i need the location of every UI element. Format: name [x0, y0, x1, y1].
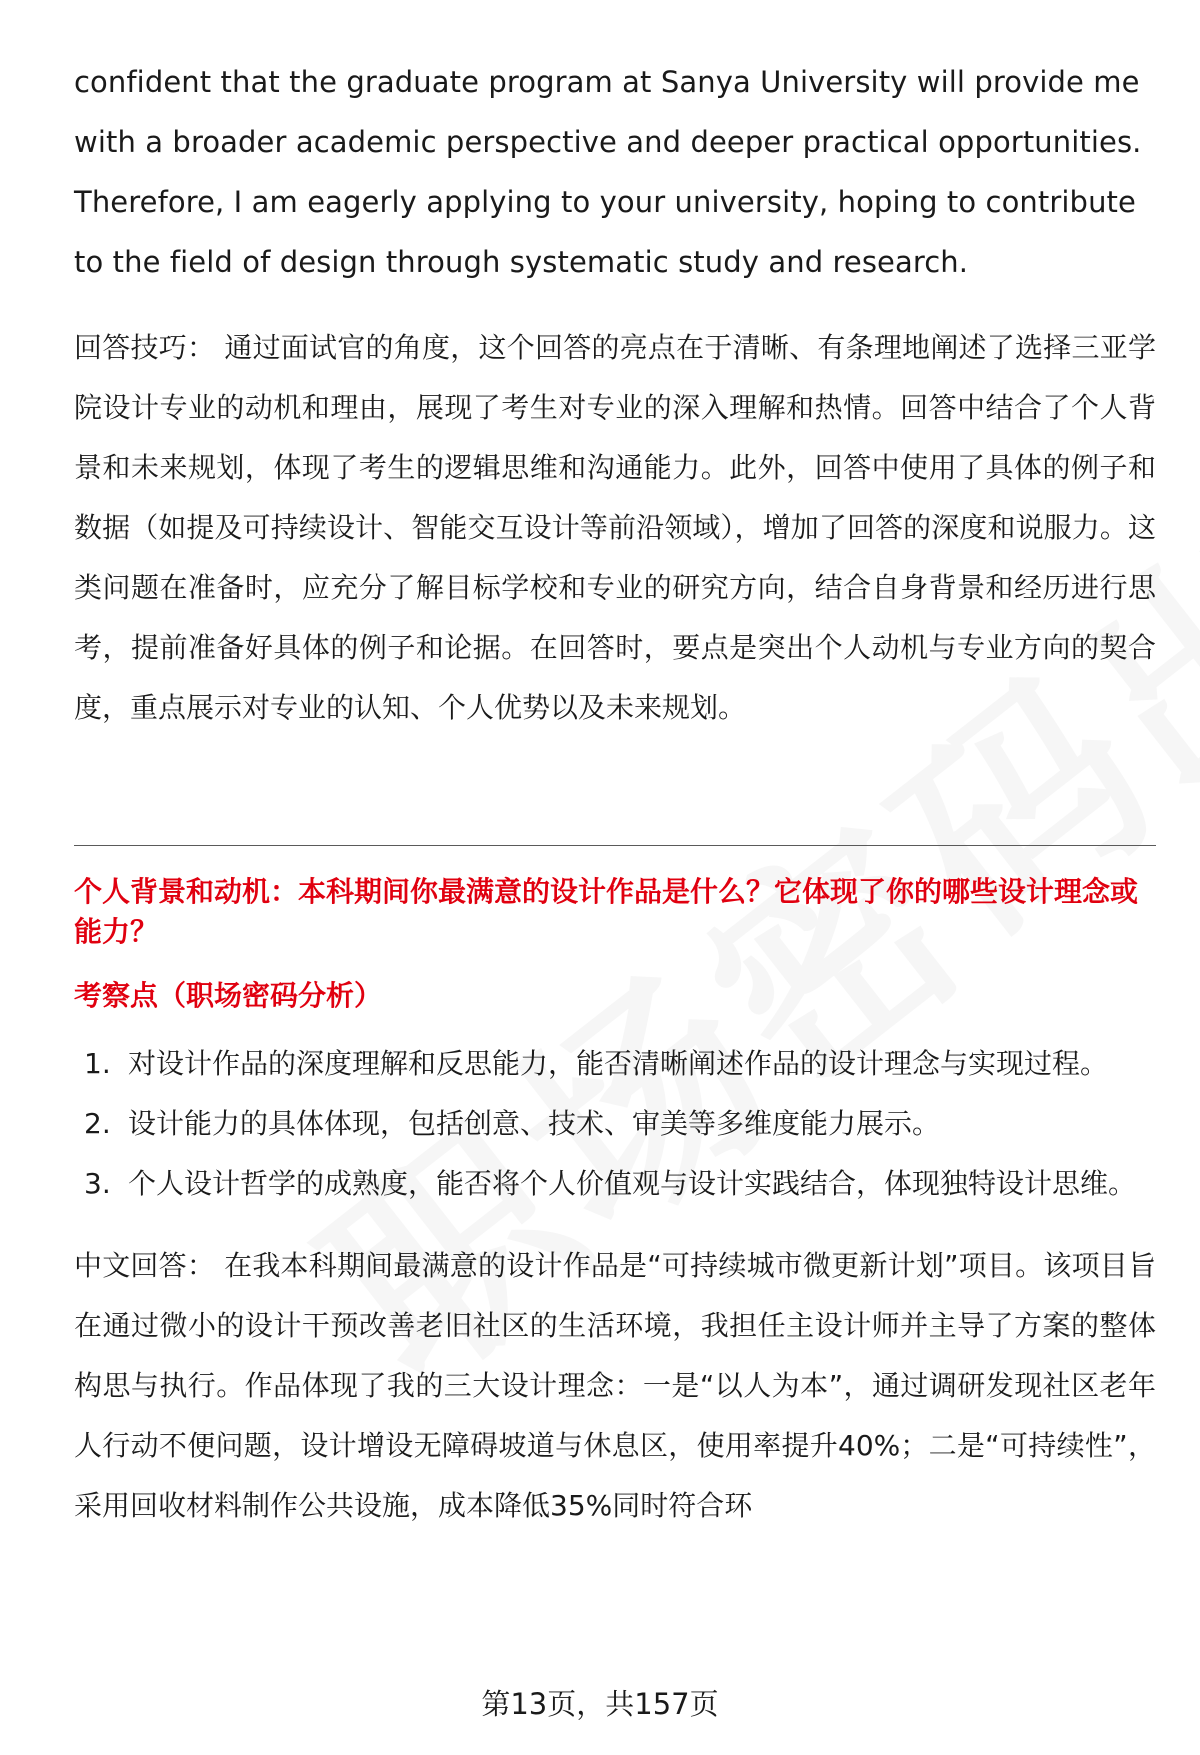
intro-english-paragraph: confident that the graduate program at Sanya University will provide me with a broader academic perspective and deeper practical opportunities. Therefore, I am eagerly applying to your university, hoping to contribute to the field of design through systematic study and research. — [74, 65, 1142, 279]
list-item-number: 3. — [84, 1167, 111, 1200]
list-item-text: 个人设计哲学的成熟度，能否将个人价值观与设计实践结合，体现独特设计思维。 — [128, 1167, 1137, 1200]
list-item — [74, 1154, 1156, 1214]
question-title: 个人背景和动机：本科期间你最满意的设计作品是什么？它体现了你的哪些设计理念或能力？ — [74, 875, 1139, 948]
list-item-text: 设计能力的具体体现，包括创意、技术、审美等多维度能力展示。 — [128, 1107, 941, 1140]
assessment-points-heading: 考察点（职场密码分析） — [74, 979, 383, 1012]
question-section — [74, 872, 1156, 1536]
chinese-answer-paragraph: 中文回答： 在我本科期间最满意的设计作品是“可持续城市微更新计划”项目。该项目旨在通过微小的设计干预改善老旧社区的生活环境，我担任主设计师并主导了方案的整体构思与执行。作品体现了我的三大设计理念：一是“以人为本”，通过调研发现社区老年人行动不便问题，设计增设无障碍坡道与休息区，使用率提升40%；二是“可持续性”，采用回收材料制作公共设施，成本降低35%同时符合环 — [74, 1249, 1156, 1522]
list-item — [74, 1034, 1156, 1094]
list-item — [74, 1094, 1156, 1154]
page-body — [74, 52, 1156, 738]
list-item-number: 2. — [84, 1107, 111, 1140]
section-divider — [74, 845, 1156, 846]
assessment-points-list — [74, 1034, 1156, 1214]
list-item-text: 对设计作品的深度理解和反思能力，能否清晰阐述作品的设计理念与实现过程。 — [128, 1047, 1109, 1080]
list-item-number: 1. — [84, 1047, 111, 1080]
answer-tips-paragraph: 回答技巧： 通过面试官的角度，这个回答的亮点在于清晰、有条理地阐述了选择三亚学院设计专业的动机和理由，展现了考生对专业的深入理解和热情。回答中结合了个人背景和未来规划，体现了考生的逻辑思维和沟通能力。此外，回答中使用了具体的例子和数据（如提及可持续设计、智能交互设计等前沿领域），增加了回答的深度和说服力。这类问题在准备时，应充分了解目标学校和专业的研究方向，结合自身背景和经历进行思考，提前准备好具体的例子和论据。在回答时，要点是突出个人动机与专业方向的契合度，重点展示对专业的认知、个人优势以及未来规划。 — [74, 331, 1156, 724]
page-number-footer: 第13页，共157页 — [481, 1687, 719, 1721]
